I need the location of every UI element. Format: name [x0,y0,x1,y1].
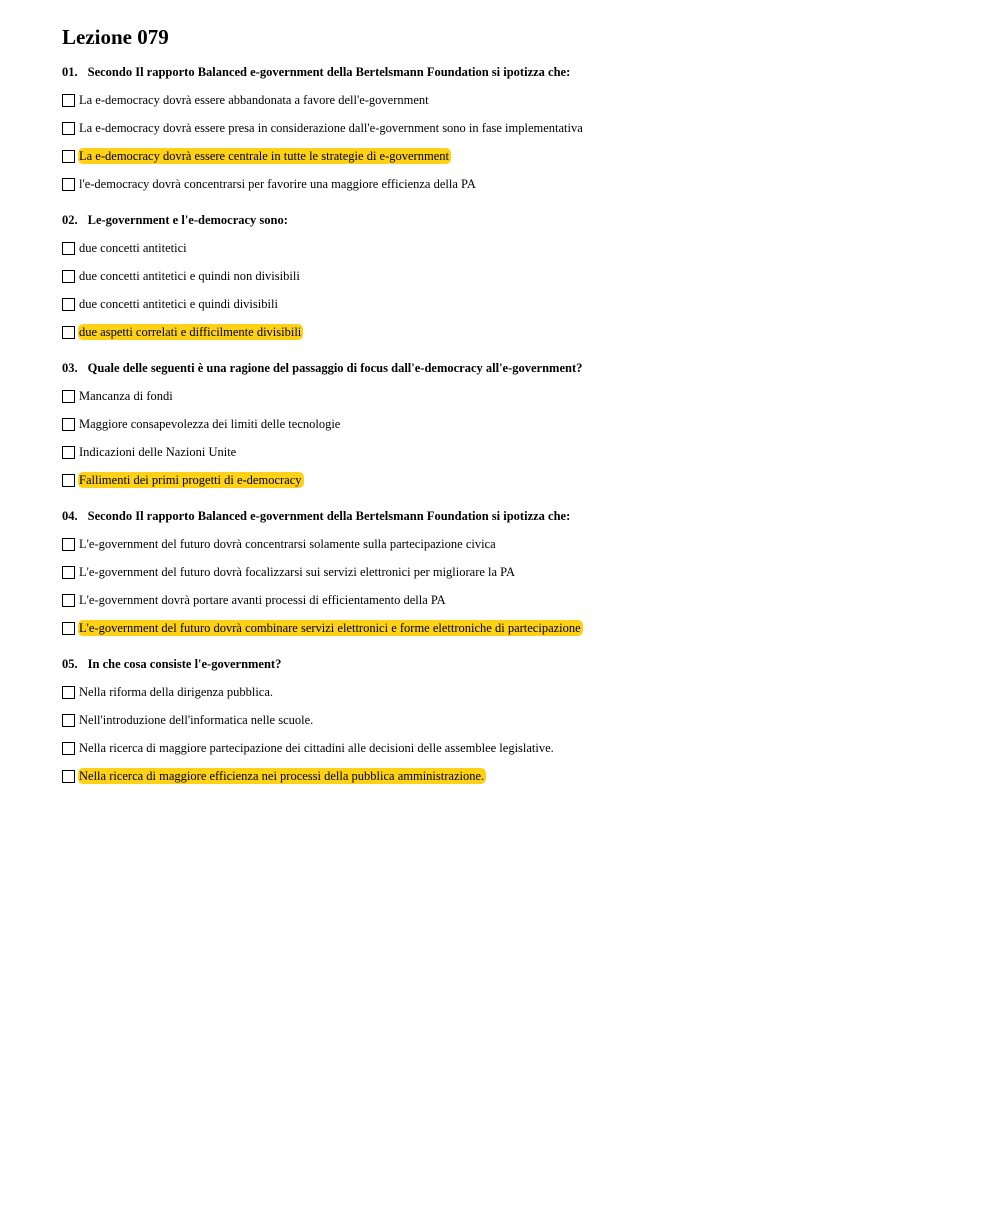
question-number: 04. [62,509,78,523]
answer-label: L'e-government del futuro dovrà concentrarsi solamente sulla partecipazione civica [79,537,496,551]
answer-option[interactable] [62,318,962,346]
correct-answer-label: La e-democracy dovrà essere centrale in tutte le strategie di e-government [79,149,449,163]
question-prompt: Secondo Il rapporto Balanced e-government della Bertelsmann Foundation si ipotizza che: [87,65,571,79]
answer-label: Nell'introduzione dell'informatica nelle scuole. [79,713,314,727]
answer-option[interactable] [62,410,962,438]
answer-checkbox[interactable] [62,622,75,635]
answer-option[interactable] [62,142,962,170]
answer-checkbox[interactable] [62,122,75,135]
answer-option[interactable] [62,234,962,262]
question-block [62,63,962,198]
answer-option[interactable] [62,466,962,494]
answer-checkbox[interactable] [62,686,75,699]
question-prompt: Le-government e l'e-democracy sono: [87,213,288,227]
answer-checkbox[interactable] [62,150,75,163]
correct-answer-label: L'e-government del futuro dovrà combinare servizi elettronici e forme elettroniche di partecipazione [79,621,581,635]
question-number: 05. [62,657,78,671]
answer-option[interactable] [62,762,962,790]
question-block [62,211,962,346]
answer-label: Indicazioni delle Nazioni Unite [79,445,237,459]
correct-answer-label: due aspetti correlati e difficilmente divisibili [79,325,302,339]
answer-checkbox[interactable] [62,242,75,255]
answer-checkbox[interactable] [62,298,75,311]
answer-option[interactable] [62,530,962,558]
answer-label: La e-democracy dovrà essere presa in considerazione dall'e-government sono in fase implementativa [79,121,583,135]
answer-label: L'e-government dovrà portare avanti processi di efficientamento della PA [79,593,446,607]
question-block [62,359,962,494]
question-block [62,507,962,642]
question-number: 01. [62,65,78,79]
question-text [62,359,962,377]
answer-checkbox[interactable] [62,326,75,339]
answer-checkbox[interactable] [62,714,75,727]
correct-answer-label: Fallimenti dei primi progetti di e-democracy [79,473,302,487]
answer-checkbox[interactable] [62,566,75,579]
answer-checkbox[interactable] [62,390,75,403]
answer-label: due concetti antitetici e quindi divisibili [79,297,278,311]
answer-checkbox[interactable] [62,594,75,607]
answer-checkbox[interactable] [62,538,75,551]
answer-checkbox[interactable] [62,178,75,191]
answer-label: Maggiore consapevolezza dei limiti delle tecnologie [79,417,341,431]
question-prompt: Secondo Il rapporto Balanced e-government della Bertelsmann Foundation si ipotizza che: [87,509,571,523]
answer-option[interactable] [62,382,962,410]
question-number: 03. [62,361,78,375]
question-text [62,655,962,673]
answer-checkbox[interactable] [62,446,75,459]
answer-option[interactable] [62,706,962,734]
question-prompt: In che cosa consiste l'e-government? [87,657,282,671]
question-block [62,655,962,790]
answer-checkbox[interactable] [62,270,75,283]
answer-label: Nella ricerca di maggiore partecipazione dei cittadini alle decisioni delle assemblee legislative. [79,741,554,755]
answer-checkbox[interactable] [62,770,75,783]
answer-checkbox[interactable] [62,474,75,487]
question-prompt: Quale delle seguenti è una ragione del passaggio di focus dall'e-democracy all'e-government? [87,361,583,375]
answer-option[interactable] [62,558,962,586]
answer-option[interactable] [62,86,962,114]
question-number: 02. [62,213,78,227]
answer-option[interactable] [62,586,962,614]
answer-label: Mancanza di fondi [79,389,173,403]
answer-option[interactable] [62,290,962,318]
answer-label: Nella riforma della dirigenza pubblica. [79,685,274,699]
answer-label: L'e-government del futuro dovrà focalizzarsi sui servizi elettronici per migliorare la PA [79,565,516,579]
question-text [62,507,962,525]
question-list [62,63,962,790]
answer-label: due concetti antitetici [79,241,187,255]
answer-option[interactable] [62,262,962,290]
quiz-page [62,22,962,803]
answer-label: La e-democracy dovrà essere abbandonata a favore dell'e-government [79,93,429,107]
answer-option[interactable] [62,614,962,642]
answer-option[interactable] [62,114,962,142]
question-text [62,211,962,229]
answer-option[interactable] [62,170,962,198]
answer-checkbox[interactable] [62,94,75,107]
answer-label: due concetti antitetici e quindi non divisibili [79,269,300,283]
page-title: Lezione 079 [62,25,169,49]
answer-option[interactable] [62,678,962,706]
question-text [62,63,962,81]
answer-checkbox[interactable] [62,418,75,431]
answer-checkbox[interactable] [62,742,75,755]
answer-option[interactable] [62,734,962,762]
answer-label: l'e-democracy dovrà concentrarsi per favorire una maggiore efficienza della PA [79,177,476,191]
correct-answer-label: Nella ricerca di maggiore efficienza nei processi della pubblica amministrazione. [79,769,485,783]
answer-option[interactable] [62,438,962,466]
